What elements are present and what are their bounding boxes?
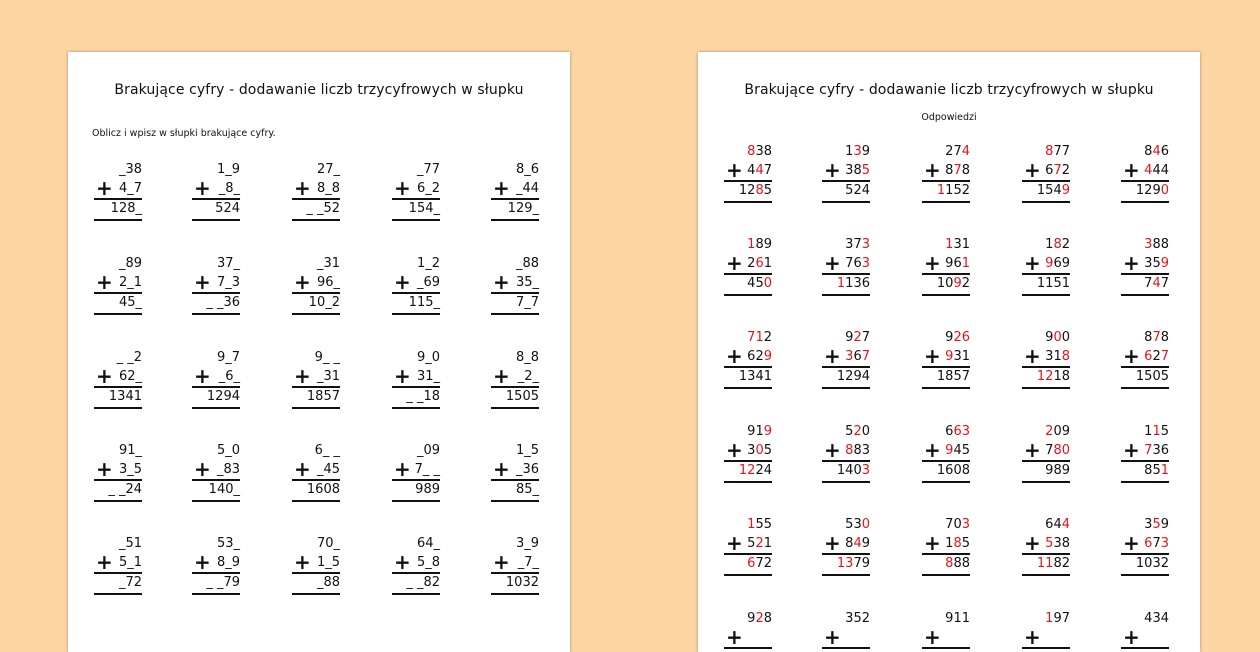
addition-problem (98, 160, 142, 221)
sum-row: _88 (292, 572, 340, 595)
problem-grid (68, 52, 570, 652)
sum-row: _ _36 (192, 292, 240, 315)
addend-row: 352 (845, 611, 870, 626)
addition-problem (728, 515, 772, 576)
addition-problem (495, 348, 539, 409)
addition-problem (296, 348, 340, 409)
addition-problem (926, 609, 970, 652)
addend-row: _88 (515, 256, 539, 271)
addend-row: 763 (845, 256, 870, 271)
addend-row: _38 (118, 162, 142, 177)
sum-row: 1032 (491, 572, 539, 595)
addition-problem (1026, 142, 1070, 203)
plus-sign: + (726, 251, 743, 275)
addend-row: 883 (845, 443, 870, 458)
plus-sign: + (96, 364, 113, 388)
sum-row: 989 (1022, 460, 1070, 483)
addend-row: 969 (1045, 256, 1070, 271)
addend-row: 928 (747, 611, 772, 626)
addend-row: 8_9 (216, 555, 240, 570)
addend-row: 131 (945, 237, 970, 252)
addition-problem (495, 534, 539, 595)
addend-row: 849 (845, 536, 870, 551)
addition-problem (1026, 328, 1070, 389)
addend-row: 1_9 (216, 162, 240, 177)
addend-row: 1_5 (316, 555, 340, 570)
sum-row: _ _24 (94, 479, 142, 502)
addition-problem (926, 142, 970, 203)
addend-row: _45 (316, 462, 340, 477)
addition-problem (926, 235, 970, 296)
sum-row: 45_ (94, 292, 142, 315)
addition-problem (728, 142, 772, 203)
sum-row: 1857 (922, 366, 970, 389)
addend-row: 373 (845, 237, 870, 252)
addition-problem (396, 441, 440, 502)
plus-sign: + (194, 550, 211, 574)
sum-row: 1294 (822, 366, 870, 389)
addition-problem (926, 422, 970, 483)
addend-row: _31 (316, 369, 340, 384)
plus-sign: + (726, 625, 743, 649)
addend-row: 6_2 (416, 181, 440, 196)
plus-sign: + (924, 158, 941, 182)
sum-row: 450 (724, 273, 772, 296)
sum-row: 1505 (1121, 366, 1169, 389)
addition-problem (396, 254, 440, 315)
plus-sign: + (493, 270, 510, 294)
addend-row: _77 (416, 162, 440, 177)
plus-sign: + (394, 550, 411, 574)
addend-row: 7_ _ (414, 462, 440, 477)
plus-sign: + (1024, 344, 1041, 368)
plus-sign: + (726, 158, 743, 182)
sum-row: 128_ (94, 198, 142, 221)
addition-problem (926, 515, 970, 576)
sum-row: 1608 (292, 479, 340, 502)
answer-key-subtitle: Odpowiedzi (921, 112, 977, 123)
addend-row: 62_ (118, 369, 142, 384)
plus-sign: + (824, 344, 841, 368)
sum-row: 1294 (192, 386, 240, 409)
addend-row: 900 (1045, 330, 1070, 345)
addend-row: 139 (845, 144, 870, 159)
addend-row: _7_ (517, 555, 539, 570)
addend-row: 927 (845, 330, 870, 345)
plus-sign: + (493, 457, 510, 481)
addend-row: 359 (1144, 517, 1169, 532)
addition-problem (1026, 515, 1070, 576)
addition-problem (826, 142, 870, 203)
addition-problem (1125, 515, 1169, 576)
addition-problem (495, 441, 539, 502)
sum-row (1022, 647, 1070, 652)
addition-problem (826, 422, 870, 483)
sum-row: 524 (192, 198, 240, 221)
plus-sign: + (924, 251, 941, 275)
addend-row: 911 (945, 611, 970, 626)
plus-sign: + (1123, 438, 1140, 462)
addend-row: 8_6 (515, 162, 539, 177)
sum-row: 1379 (822, 553, 870, 576)
addend-row: _8_ (218, 181, 240, 196)
addition-problem (196, 160, 240, 221)
addition-problem (196, 441, 240, 502)
addend-row: 926 (945, 330, 970, 345)
sum-row: 85_ (491, 479, 539, 502)
sum-row: 1136 (822, 273, 870, 296)
addend-row: 70_ (316, 536, 340, 551)
addition-problem (98, 534, 142, 595)
sum-row: 851 (1121, 460, 1169, 483)
addend-row: 388 (1144, 237, 1169, 252)
plus-sign: + (96, 176, 113, 200)
addend-row: 35_ (515, 275, 539, 290)
worksheet-title: Brakujące cyfry - dodawanie liczb trzycyfrowych w słupku (114, 82, 524, 98)
addend-row: 1_2 (416, 256, 440, 271)
sum-row: 115_ (392, 292, 440, 315)
plus-sign: + (1024, 158, 1041, 182)
plus-sign: + (1123, 344, 1140, 368)
addend-row: 197 (1045, 611, 1070, 626)
sum-row (724, 647, 772, 652)
sum-row: 7_7 (491, 292, 539, 315)
plus-sign: + (924, 344, 941, 368)
sum-row: 1152 (922, 180, 970, 203)
plus-sign: + (1123, 531, 1140, 555)
addend-row: 7_3 (216, 275, 240, 290)
addend-row: 447 (747, 163, 772, 178)
addend-row: 5_1 (118, 555, 142, 570)
addition-problem (396, 348, 440, 409)
plus-sign: + (824, 158, 841, 182)
plus-sign: + (294, 270, 311, 294)
sum-row: 1505 (491, 386, 539, 409)
addition-problem (296, 160, 340, 221)
addend-row: 8_8 (515, 350, 539, 365)
addition-problem (826, 609, 870, 652)
addend-row: 530 (845, 517, 870, 532)
addend-row: 305 (747, 443, 772, 458)
sum-row (1121, 647, 1169, 652)
plus-sign: + (1123, 158, 1140, 182)
addend-row: 261 (747, 256, 772, 271)
sum-row: 140_ (192, 479, 240, 502)
sum-row: 524 (822, 180, 870, 203)
worksheet-page (68, 52, 570, 652)
sum-row: 747 (1121, 273, 1169, 296)
plus-sign: + (924, 531, 941, 555)
addend-row: 877 (1045, 144, 1070, 159)
plus-sign: + (824, 438, 841, 462)
sum-row: 989 (392, 479, 440, 502)
plus-sign: + (194, 270, 211, 294)
sum-row: 10_2 (292, 292, 340, 315)
plus-sign: + (493, 364, 510, 388)
plus-sign: + (394, 457, 411, 481)
addend-row: 9_0 (416, 350, 440, 365)
addend-row: 64_ (416, 536, 440, 551)
addend-row: _6_ (218, 369, 240, 384)
addend-row: 945 (945, 443, 970, 458)
plus-sign: + (96, 270, 113, 294)
addition-problem (396, 160, 440, 221)
plus-sign: + (194, 364, 211, 388)
addend-row: _09 (416, 443, 440, 458)
addition-problem (1026, 422, 1070, 483)
addition-problem (495, 160, 539, 221)
worksheet-instruction: Oblicz i wpisz w słupki brakujące cyfry. (92, 128, 276, 139)
addend-row: 5_0 (216, 443, 240, 458)
addition-problem (495, 254, 539, 315)
addition-problem (826, 235, 870, 296)
addend-row: 3_9 (515, 536, 539, 551)
plus-sign: + (1123, 625, 1140, 649)
addend-row: 3_5 (118, 462, 142, 477)
addition-problem (196, 254, 240, 315)
addend-row: 673 (1144, 536, 1169, 551)
plus-sign: + (1024, 438, 1041, 462)
addition-problem (1026, 609, 1070, 652)
sum-row: 672 (724, 553, 772, 576)
plus-sign: + (294, 364, 311, 388)
addition-problem (296, 534, 340, 595)
addend-row: _44 (515, 181, 539, 196)
addend-row: 91_ (118, 443, 142, 458)
plus-sign: + (726, 438, 743, 462)
addend-row: 31_ (416, 369, 440, 384)
addition-problem (1125, 609, 1169, 652)
sum-row: _ _52 (292, 198, 340, 221)
addition-problem (98, 348, 142, 409)
plus-sign: + (194, 457, 211, 481)
plus-sign: + (824, 625, 841, 649)
plus-sign: + (924, 438, 941, 462)
plus-sign: + (394, 176, 411, 200)
sum-row: _ _18 (392, 386, 440, 409)
plus-sign: + (1024, 251, 1041, 275)
addend-row: 9_7 (216, 350, 240, 365)
addend-row: 538 (1045, 536, 1070, 551)
addend-row: _51 (118, 536, 142, 551)
addend-row: 8_8 (316, 181, 340, 196)
sum-row: _ _82 (392, 572, 440, 595)
sum-row: 1341 (94, 386, 142, 409)
addend-row: 359 (1144, 256, 1169, 271)
addition-problem (1125, 422, 1169, 483)
plus-sign: + (294, 550, 311, 574)
sum-row: 1549 (1022, 180, 1070, 203)
plus-sign: + (493, 550, 510, 574)
addition-problem (728, 235, 772, 296)
sum-row: 1032 (1121, 553, 1169, 576)
sum-row: _72 (94, 572, 142, 595)
addend-row: 5_8 (416, 555, 440, 570)
sum-row: 1218 (1022, 366, 1070, 389)
sum-row: 1092 (922, 273, 970, 296)
addend-row: 115 (1144, 424, 1169, 439)
addend-row: 878 (1144, 330, 1169, 345)
sum-row (922, 647, 970, 652)
addend-row: 27_ (316, 162, 340, 177)
addend-row: 4_7 (118, 181, 142, 196)
addend-row: 878 (945, 163, 970, 178)
sum-row: 1224 (724, 460, 772, 483)
addend-row: 2_1 (118, 275, 142, 290)
answer-grid (698, 52, 1200, 652)
addend-row: _36 (515, 462, 539, 477)
addend-row: 780 (1045, 443, 1070, 458)
addition-problem (926, 328, 970, 389)
addend-row: 155 (747, 517, 772, 532)
plus-sign: + (493, 176, 510, 200)
addend-row: 37_ (216, 256, 240, 271)
sum-row: 154_ (392, 198, 440, 221)
addend-row: 444 (1144, 163, 1169, 178)
addend-row: 627 (1144, 349, 1169, 364)
addition-problem (826, 515, 870, 576)
answer-key-page (698, 52, 1200, 652)
addition-problem (296, 441, 340, 502)
addend-row: 672 (1045, 163, 1070, 178)
sum-row: 1857 (292, 386, 340, 409)
addend-row: 182 (1045, 237, 1070, 252)
addition-problem (296, 254, 340, 315)
sum-row: 1182 (1022, 553, 1070, 576)
addend-row: 367 (845, 349, 870, 364)
addend-row: 274 (945, 144, 970, 159)
answer-key-title: Brakujące cyfry - dodawanie liczb trzycyfrowych w słupku (744, 82, 1154, 98)
addend-row: 521 (747, 536, 772, 551)
sum-row: 1285 (724, 180, 772, 203)
addend-row: 736 (1144, 443, 1169, 458)
addend-row: _83 (216, 462, 240, 477)
addend-row: 209 (1045, 424, 1070, 439)
plus-sign: + (1024, 625, 1041, 649)
plus-sign: + (824, 531, 841, 555)
addend-row: 189 (747, 237, 772, 252)
addend-row: 919 (747, 424, 772, 439)
plus-sign: + (294, 176, 311, 200)
plus-sign: + (96, 550, 113, 574)
addition-problem (196, 534, 240, 595)
sum-row: 1608 (922, 460, 970, 483)
addend-row: 9_ _ (314, 350, 340, 365)
addend-row: 96_ (316, 275, 340, 290)
addend-row: _ _2 (116, 350, 142, 365)
sum-row: 1290 (1121, 180, 1169, 203)
addend-row: 520 (845, 424, 870, 439)
plus-sign: + (194, 176, 211, 200)
addition-problem (728, 328, 772, 389)
addend-row: 712 (747, 330, 772, 345)
addition-problem (1026, 235, 1070, 296)
addition-problem (1125, 328, 1169, 389)
plus-sign: + (1123, 251, 1140, 275)
addend-row: 644 (1045, 517, 1070, 532)
sum-row (822, 647, 870, 652)
sum-row: _ _79 (192, 572, 240, 595)
addend-row: _2_ (517, 369, 539, 384)
addend-row: 846 (1144, 144, 1169, 159)
sum-row: 129_ (491, 198, 539, 221)
addend-row: 1_5 (515, 443, 539, 458)
plus-sign: + (726, 344, 743, 368)
addend-row: 53_ (216, 536, 240, 551)
addition-problem (1125, 235, 1169, 296)
addition-problem (728, 609, 772, 652)
sum-row: 1403 (822, 460, 870, 483)
plus-sign: + (394, 270, 411, 294)
sum-row: 888 (922, 553, 970, 576)
addend-row: 318 (1045, 349, 1070, 364)
addition-problem (1125, 142, 1169, 203)
addend-row: 931 (945, 349, 970, 364)
addition-problem (396, 534, 440, 595)
addend-row: 838 (747, 144, 772, 159)
sum-row: 1341 (724, 366, 772, 389)
sum-row: 1151 (1022, 273, 1070, 296)
addend-row: 185 (945, 536, 970, 551)
addend-row: 385 (845, 163, 870, 178)
addition-problem (728, 422, 772, 483)
plus-sign: + (924, 625, 941, 649)
addend-row: 629 (747, 349, 772, 364)
addend-row: 703 (945, 517, 970, 532)
plus-sign: + (726, 531, 743, 555)
plus-sign: + (96, 457, 113, 481)
addend-row: _69 (416, 275, 440, 290)
addition-problem (196, 348, 240, 409)
addend-row: 434 (1144, 611, 1169, 626)
addend-row: 6_ _ (314, 443, 340, 458)
addend-row: 663 (945, 424, 970, 439)
addition-problem (98, 254, 142, 315)
addition-problem (98, 441, 142, 502)
addend-row: _31 (316, 256, 340, 271)
plus-sign: + (824, 251, 841, 275)
addend-row: _89 (118, 256, 142, 271)
addend-row: 961 (945, 256, 970, 271)
plus-sign: + (1024, 531, 1041, 555)
plus-sign: + (394, 364, 411, 388)
plus-sign: + (294, 457, 311, 481)
addition-problem (826, 328, 870, 389)
